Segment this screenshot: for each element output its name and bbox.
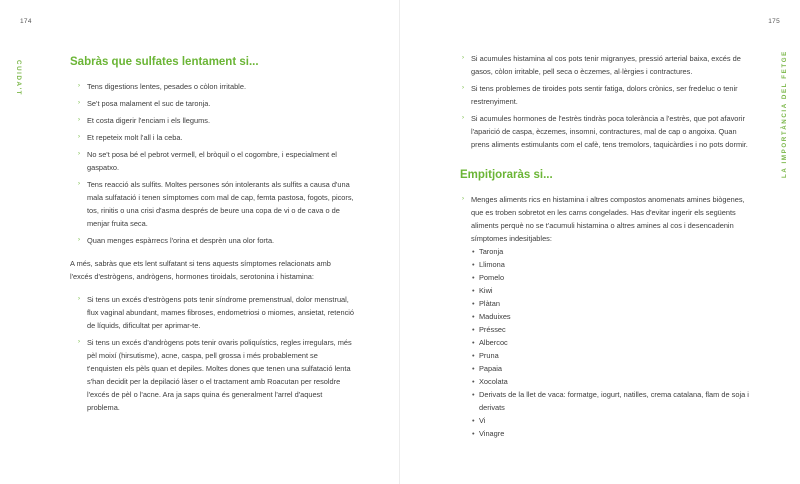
list-item [78, 148, 355, 174]
list-item-text: Si acumules hormones de l'estrès tindràs poca tolerància a l'estrès, que pot afavorir l'aparició de caspa, èczemes, insomni, contractures, mal de cap o angoixa. Quan prens aliments estimulants com el cafè, tens tremolors, taquicàrdies i no pots dormir. [471, 114, 748, 149]
dot-bullet-icon: • [472, 286, 475, 295]
dot-bullet-icon: • [472, 312, 475, 321]
food-item [471, 362, 750, 375]
list-item-text: Si tens problemes de tiroides pots sentir fatiga, dolors crònics, ser fredeluc o tenir restrenyiment. [471, 84, 738, 106]
arrow-bullet-icon: › [78, 151, 80, 157]
arrow-bullet-icon: › [462, 55, 464, 61]
food-item [471, 258, 750, 271]
list-item [78, 80, 355, 93]
food-item [471, 245, 750, 258]
dot-bullet-icon: • [472, 247, 475, 256]
arrow-bullet-icon: › [78, 100, 80, 106]
arrow-bullet-icon: › [78, 83, 80, 89]
left-running-head: CUIDA'T [15, 60, 22, 97]
food-item-text: Plàtan [479, 299, 500, 308]
arrow-bullet-icon: › [462, 196, 464, 202]
dot-bullet-icon: • [472, 260, 475, 269]
left-page-number: 174 [20, 18, 32, 25]
food-item-text: Kiwi [479, 286, 493, 295]
list-item-text: Tens digestions lentes, pesades o còlon irritable. [87, 82, 246, 91]
section-title-worsen: Empitjoraràs si... [460, 169, 553, 181]
arrow-bullet-icon: › [78, 237, 80, 243]
list-item-text: No se't posa bé el pebrot vermell, el bròquil o el cogombre, i especialment el gaspatxo. [87, 150, 337, 172]
food-item-text: Taronja [479, 247, 504, 256]
hormone-symptom-list [70, 293, 355, 414]
food-item [471, 297, 750, 310]
food-item-text: Vi [479, 416, 486, 425]
list-item-text: Si tens un excés d'andrògens pots tenir ovaris poliquístics, regles irregulars, més pèl moixí (hirsutisme), acne, caspa, pell grossa i més probablement se t'enquisten els pèls quan et depiles. Moltes dones que tenen una sulfatació lenta s'han decidit per la depilació làser o el tractament amb Roacutan per resoldre l'excés de pèl o l'acne. Ara ja saps quina és generalment l'arrel d'aquest problema. [87, 338, 352, 412]
food-item [471, 284, 750, 297]
dot-bullet-icon: • [472, 299, 475, 308]
list-item [78, 293, 355, 332]
arrow-bullet-icon: › [78, 117, 80, 123]
list-item [78, 234, 355, 247]
food-item-text: Pruna [479, 351, 499, 360]
list-item-text: Se't posa malament el suc de taronja. [87, 99, 211, 108]
arrow-bullet-icon: › [78, 134, 80, 140]
dot-bullet-icon: • [472, 390, 475, 399]
continued-symptom-list [460, 52, 750, 151]
list-item [462, 193, 750, 440]
food-item-text: Maduixes [479, 312, 511, 321]
list-item [78, 178, 355, 230]
list-item-text: Quan menges espàrrecs l'orina et desprèn una olor forta. [87, 236, 275, 245]
dot-bullet-icon: • [472, 273, 475, 282]
food-item-text: Préssec [479, 325, 506, 334]
dot-bullet-icon: • [472, 416, 475, 425]
food-item [471, 310, 750, 323]
right-page-content [460, 52, 750, 440]
food-item-text: Albercoc [479, 338, 508, 347]
food-item [471, 323, 750, 336]
dot-bullet-icon: • [472, 351, 475, 360]
list-item [462, 82, 750, 108]
arrow-bullet-icon: › [78, 181, 80, 187]
list-item [78, 114, 355, 127]
food-item-text: Pomelo [479, 273, 505, 282]
food-item-text: Papaia [479, 364, 503, 373]
food-item [471, 388, 750, 414]
food-item-text: Derivats de la llet de vaca: formatge, iogurt, natilles, crema catalana, flam de soja i derivats [479, 390, 749, 412]
list-item-text: Si acumules histamina al cos pots tenir migranyes, pressió arterial baixa, excés de gasos, còlon irritable, pell seca o èczemes, al·lèrgies i contractures. [471, 54, 741, 76]
dot-bullet-icon: • [472, 429, 475, 438]
list-item-text: Et repeteix molt l'all i la ceba. [87, 133, 183, 142]
section-title-slow-sulfation: Sabràs que sulfates lentament si... [70, 56, 259, 68]
list-item-text: Et costa digerir l'enciam i els llegums. [87, 116, 210, 125]
list-item-text: Tens reacció als sulfits. Moltes persones són intolerants als sulfits a causa d'una mala sulfatació i tenen símptomes com mal de cap, femta pastosa, fogots, picors, tos, rinitis o una crisi d'asma després de beure una copa de vi o de cava o de menjar fruita seca. [87, 180, 354, 228]
food-item-text: Xocolata [479, 377, 508, 386]
right-page-number: 175 [768, 18, 780, 25]
arrow-bullet-icon: › [462, 85, 464, 91]
arrow-bullet-icon: › [462, 115, 464, 121]
dot-bullet-icon: • [472, 325, 475, 334]
food-item [471, 349, 750, 362]
food-item [471, 271, 750, 284]
food-item [471, 336, 750, 349]
dot-bullet-icon: • [472, 338, 475, 347]
list-item [462, 52, 750, 78]
left-page-content [70, 56, 355, 418]
right-running-head: LA IMPORTÀNCIA DEL FETGE [781, 50, 788, 178]
list-item [462, 112, 750, 151]
dot-bullet-icon: • [472, 364, 475, 373]
food-item [471, 375, 750, 388]
food-item-text: Vinagre [479, 429, 505, 438]
list-item [78, 336, 355, 414]
list-item [78, 97, 355, 110]
list-item [78, 131, 355, 144]
list-item-text: Si tens un excés d'estrògens pots tenir síndrome premenstrual, dolor menstrual, flux vaginal abundant, mames fibroses, endometriosi o miomes, ansietat, retenció de líquids, dificultat per aprimar-te. [87, 295, 355, 330]
histamine-section [460, 193, 750, 440]
food-item-text: Llimona [479, 260, 505, 269]
dot-bullet-icon: • [472, 377, 475, 386]
food-item [471, 427, 750, 440]
intro-text: Menges aliments rics en histamina i altres compostos anomenats amines biògenes, que es troben sobretot en les carns congelades. Has d'evitar ingerir els següents aliments perquè no se t'acumuli histamina o altres amines al cos i desencadenin símptomes indesitjables: [471, 195, 745, 243]
right-page [400, 0, 800, 484]
food-list [471, 245, 750, 440]
arrow-bullet-icon: › [78, 339, 80, 345]
body-paragraph: A més, sabràs que ets lent sulfatant si tens aquests símptomes relacionats amb l'excés d'estrògens, andrògens, hormones tiroidals, serotonina i histamina: [70, 259, 331, 281]
symptom-list [70, 80, 355, 247]
arrow-bullet-icon: › [78, 296, 80, 302]
food-item [471, 414, 750, 427]
